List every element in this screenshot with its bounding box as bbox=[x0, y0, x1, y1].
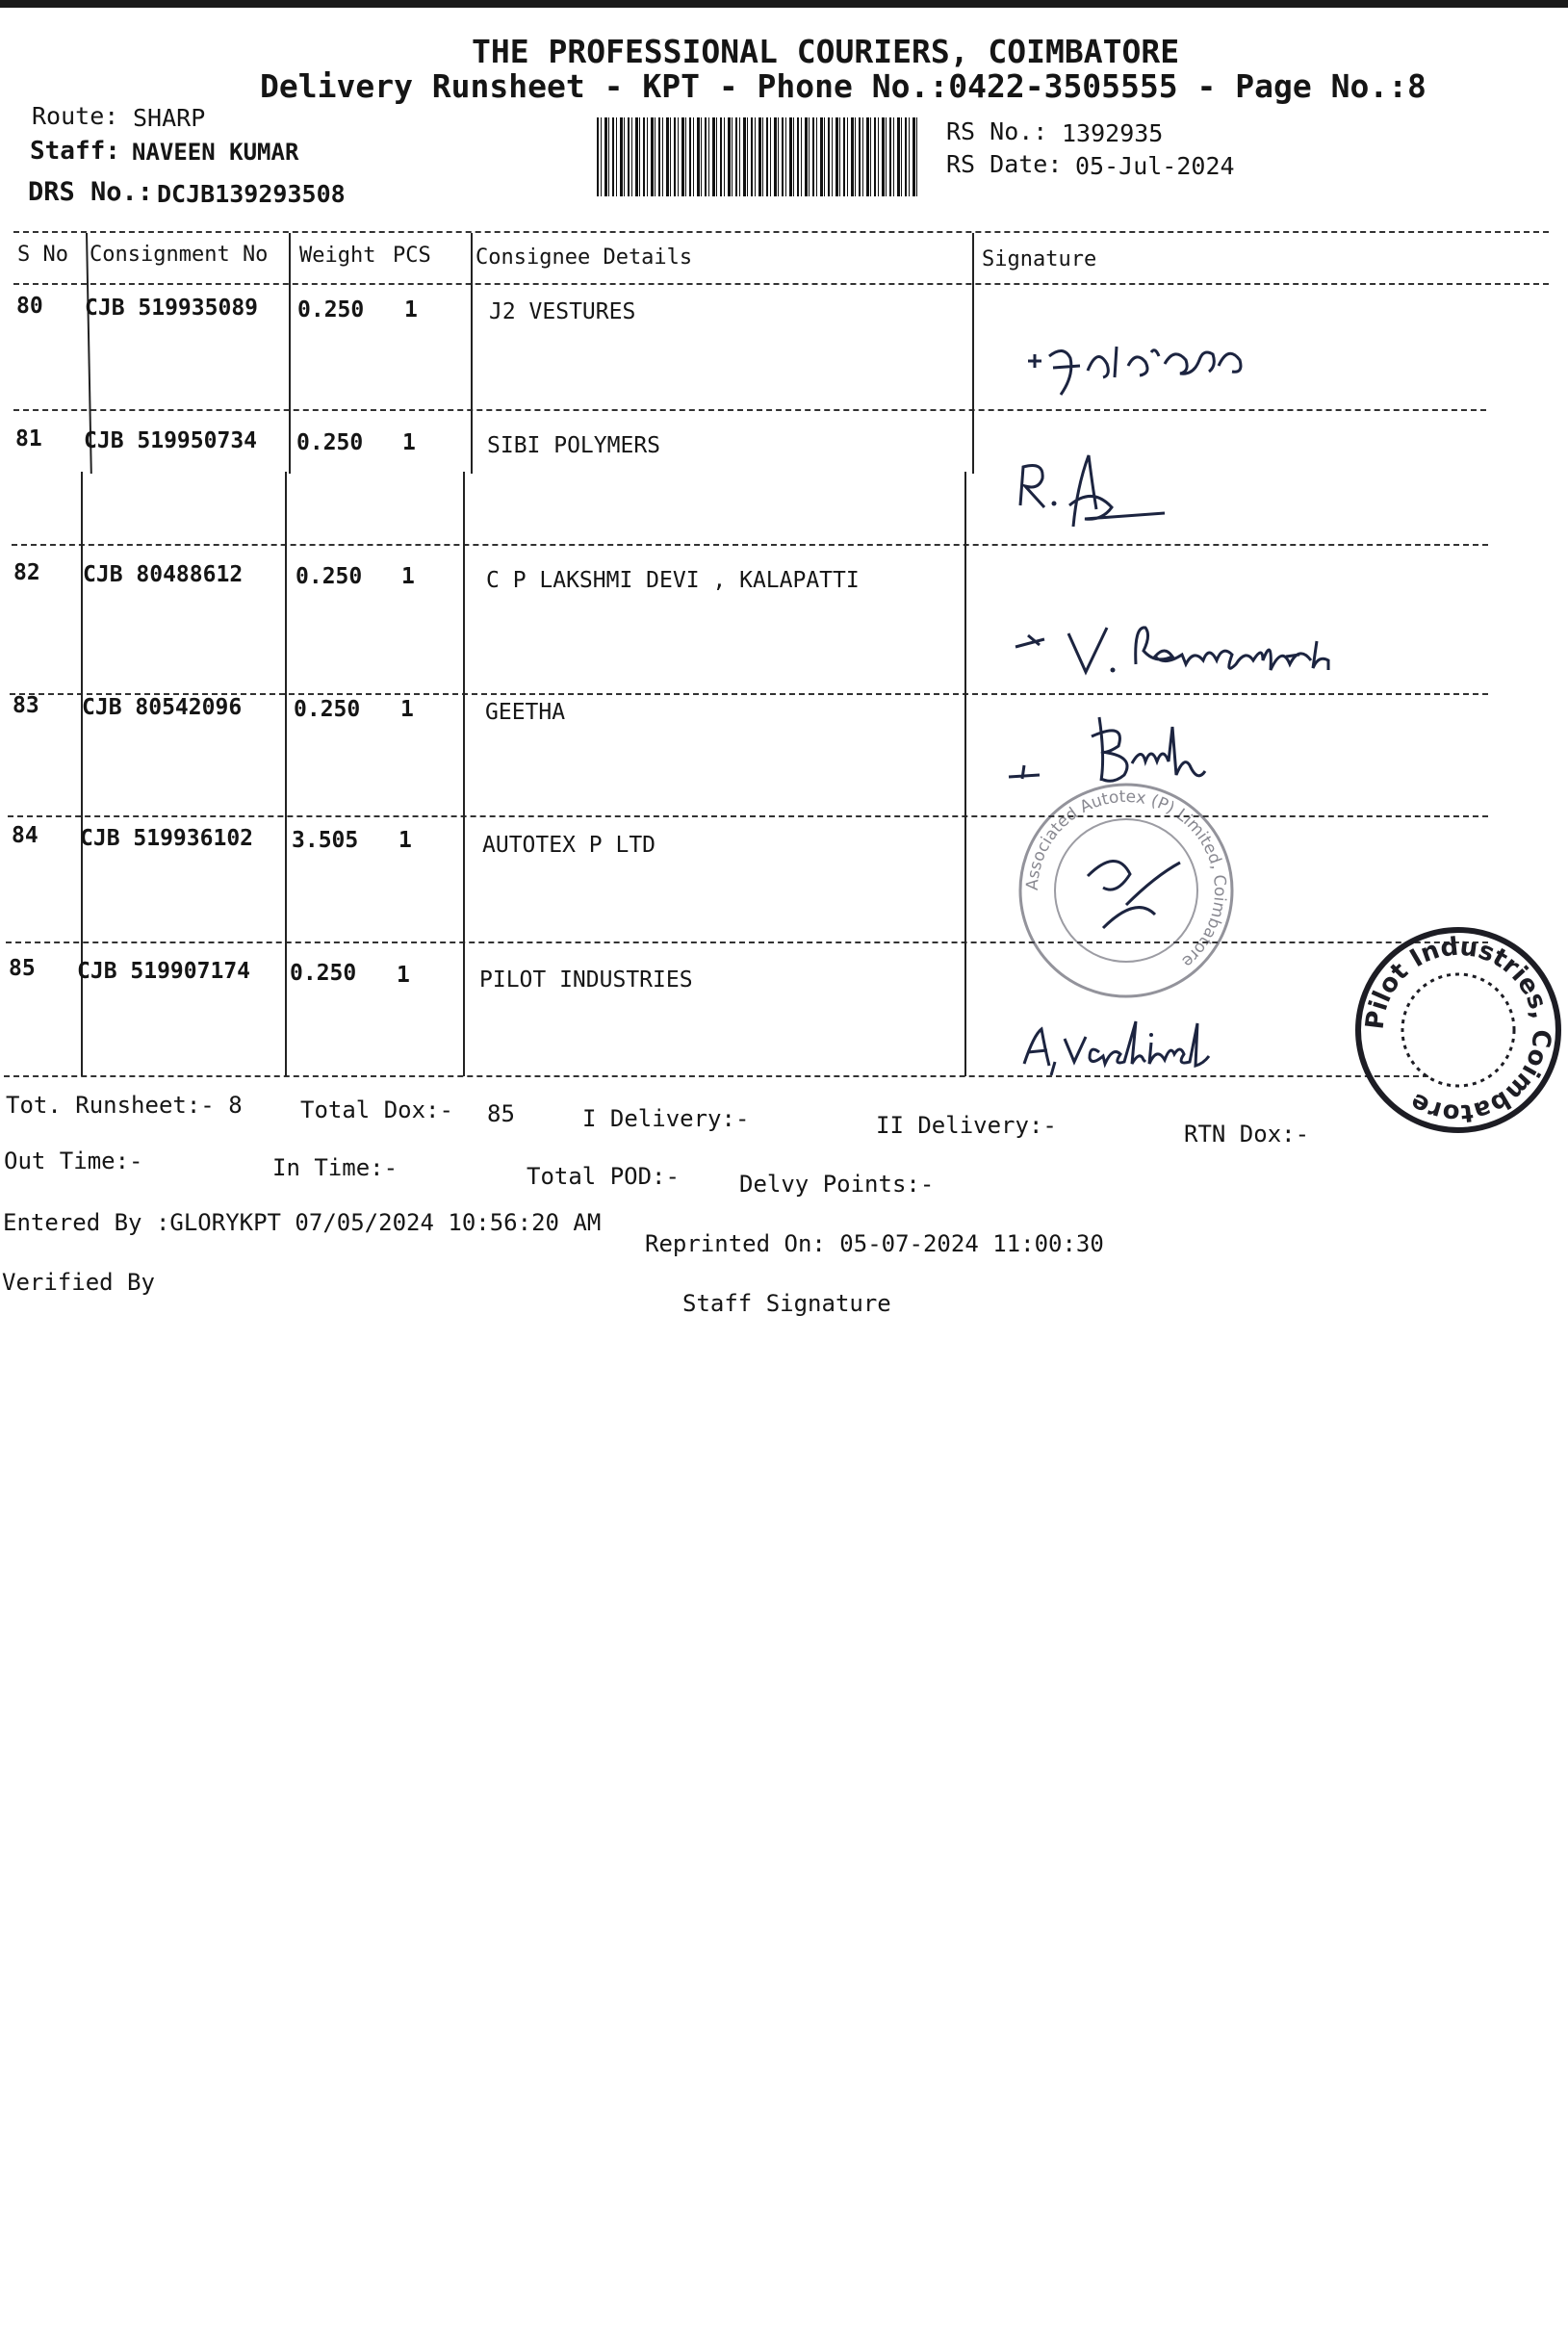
row-81-consignee: SIBI POLYMERS bbox=[487, 433, 661, 458]
row-82-consignment: CJB 80488612 bbox=[83, 562, 244, 587]
total-pod: Total POD:- bbox=[527, 1163, 680, 1190]
autotex-stamp bbox=[1011, 770, 1242, 1011]
column-header-consignment: Consignment No bbox=[90, 243, 269, 267]
table-header-rule bbox=[13, 283, 1549, 285]
row-84-weight: 3.505 bbox=[292, 828, 359, 853]
row-83-sno: 83 bbox=[13, 693, 39, 718]
staff-signature-label: Staff Signature bbox=[682, 1290, 891, 1317]
reprinted-on: Reprinted On: 05-07-2024 11:00:30 bbox=[645, 1230, 1104, 1257]
row-81-consignment: CJB 519950734 bbox=[84, 428, 258, 453]
row-80-consignment: CJB 519935089 bbox=[85, 296, 259, 321]
row-83-weight: 0.250 bbox=[294, 697, 361, 722]
column-header-signature: Signature bbox=[982, 247, 1097, 271]
row-80-pcs: 1 bbox=[404, 297, 418, 322]
row-rule bbox=[12, 544, 1488, 546]
signature-row-85 bbox=[1020, 1016, 1271, 1093]
i-delivery: I Delivery:- bbox=[582, 1105, 750, 1132]
rs-date-value: 05-Jul-2024 bbox=[1075, 152, 1235, 180]
signature-row-81 bbox=[1015, 448, 1189, 544]
drs-label: DRS No.: bbox=[28, 177, 154, 207]
signature-row-80 bbox=[1011, 318, 1299, 414]
rs-no-label: RS No.: bbox=[946, 117, 1048, 145]
stamp-2-text: Pilot Industries, Coimbatore bbox=[1360, 932, 1556, 1128]
total-dox-label: Total Dox:- bbox=[300, 1096, 453, 1123]
entered-by: Entered By :GLORYKPT 07/05/2024 10:56:20 AM bbox=[3, 1209, 602, 1236]
column-divider bbox=[972, 233, 974, 474]
row-82-consignee: C P LAKSHMI DEVI , KALAPATTI bbox=[486, 568, 860, 593]
row-81-pcs: 1 bbox=[402, 430, 416, 455]
row-85-sno: 85 bbox=[9, 956, 36, 981]
rtn-dox: RTN Dox:- bbox=[1184, 1121, 1310, 1148]
barcode bbox=[597, 117, 919, 196]
row-rule bbox=[6, 941, 1488, 943]
column-divider bbox=[289, 233, 291, 474]
pilot-stamp bbox=[1343, 915, 1568, 1146]
row-84-sno: 84 bbox=[12, 823, 39, 848]
total-dox-value: 85 bbox=[487, 1100, 515, 1127]
column-header-consignee: Consignee Details bbox=[476, 245, 693, 270]
column-header-weight: Weight bbox=[299, 244, 376, 268]
ii-delivery: II Delivery:- bbox=[876, 1112, 1057, 1139]
row-85-consignee: PILOT INDUSTRIES bbox=[479, 967, 693, 993]
row-85-pcs: 1 bbox=[397, 963, 410, 988]
route-value: SHARP bbox=[133, 104, 206, 132]
column-divider bbox=[471, 233, 473, 474]
row-82-weight: 0.250 bbox=[296, 564, 363, 589]
signature-row-82 bbox=[1011, 606, 1396, 683]
row-81-weight: 0.250 bbox=[296, 430, 364, 455]
svg-text:Pilot Industries, Coimbatore bbox=[1361, 933, 1556, 1128]
row-85-weight: 0.250 bbox=[290, 961, 357, 986]
staff-value: NAVEEN KUMAR bbox=[132, 139, 299, 166]
row-84-consignee: AUTOTEX P LTD bbox=[482, 833, 656, 858]
verified-by: Verified By bbox=[2, 1269, 155, 1296]
drs-value: DCJB139293508 bbox=[157, 180, 346, 208]
row-80-consignee: J2 VESTURES bbox=[489, 299, 636, 324]
column-divider bbox=[964, 472, 966, 1076]
in-time: In Time:- bbox=[272, 1154, 398, 1181]
row-83-pcs: 1 bbox=[400, 697, 414, 722]
route-label: Route: bbox=[32, 102, 119, 130]
row-84-consignment: CJB 519936102 bbox=[80, 826, 254, 851]
row-81-sno: 81 bbox=[15, 426, 42, 451]
out-time: Out Time:- bbox=[4, 1148, 143, 1174]
row-82-pcs: 1 bbox=[401, 564, 415, 589]
row-85-consignment: CJB 519907174 bbox=[77, 959, 251, 984]
row-82-sno: 82 bbox=[13, 560, 40, 585]
staff-label: Staff: bbox=[30, 137, 120, 166]
runsheet-subtitle: Delivery Runsheet - KPT - Phone No.:0422-3505555 - Page No.:8 bbox=[260, 67, 1427, 105]
column-header-pcs: PCS bbox=[393, 244, 431, 268]
rs-date-label: RS Date: bbox=[946, 150, 1063, 178]
stamp-1-text: Associated Autotex (P) Limited, Coimbatore bbox=[1022, 787, 1230, 971]
row-80-weight: 0.250 bbox=[297, 297, 365, 322]
row-rule bbox=[8, 815, 1488, 817]
row-80-sno: 80 bbox=[16, 294, 43, 319]
row-84-pcs: 1 bbox=[398, 828, 412, 853]
column-divider bbox=[463, 472, 465, 1076]
row-83-consignment: CJB 80542096 bbox=[82, 695, 243, 720]
company-title: THE PROFESSIONAL COURIERS, COIMBATORE bbox=[472, 33, 1180, 70]
rs-no-value: 1392935 bbox=[1062, 119, 1164, 147]
total-runsheet: Tot. Runsheet:- 8 bbox=[6, 1092, 243, 1119]
page-top-rule bbox=[0, 0, 1568, 8]
table-top-rule bbox=[13, 231, 1549, 233]
column-header-sno: S No bbox=[17, 243, 68, 267]
row-83-consignee: GEETHA bbox=[485, 700, 566, 725]
delvy-points: Delvy Points:- bbox=[739, 1171, 935, 1198]
column-divider bbox=[285, 472, 287, 1076]
